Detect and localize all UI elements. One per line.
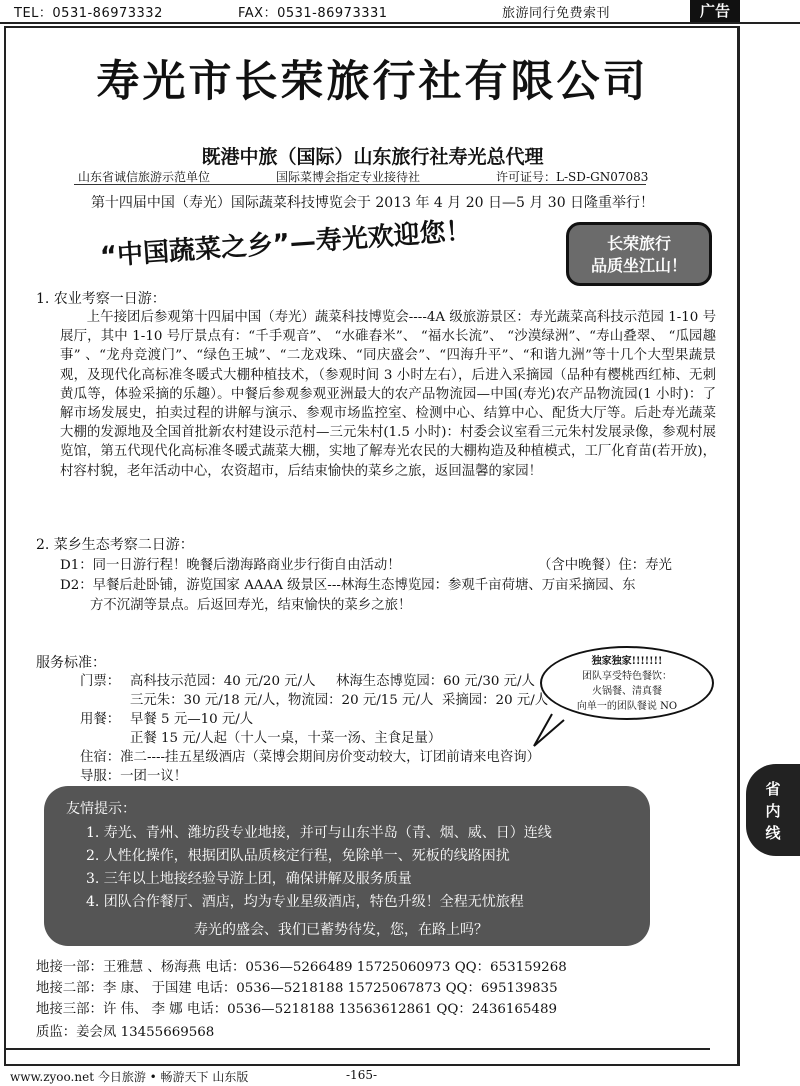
ticket-picking: 采摘园：20 元/人: [442, 693, 549, 708]
day1-description: 上午接团后参观第十四届中国（寿光）蔬菜科技博览会----4A 级旅游景区：寿光蔬菜高科技示范园 1-10 号展厅，其中 1-10 号厅景点有：“千手观音”、 “水碓舂米”、 “福水长流”、 “沙漠绿洲”、“寿山叠翠、 “瓜园趣事” 、“龙舟竞渡门”、“绿色王城”、“二龙戏珠、“同庆盛会”、“四海升平”、“和谐九洲”等十几个大型果蔬景观，及现代化高标准冬暖式大棚种植技术，（参观时间 3 小时左右），后进入采摘园（品种有樱桃西红柿、无刺黄瓜等，体验采摘的乐趣）。中餐后参观参观亚洲最大的农产品物流园—中国(寿光)农产品物流园(1 小时)：了解市场发展史，拍卖过程的讲解与演示、参观市场监控室、检测中心、结算中心、配货大厅等。后赴寿光蔬菜大棚的发源地及全国首批新农村建设示范村—三元朱村(1.5 小时)：村委会议室看三元朱村发展录像，参观村展览馆，第五代现代化高标准冬暖式蔬菜大棚，实地了解寿光农民的大棚构造及种植模式，工厂化育苗(若开放)，村容村貌，老年活动中心，农资超市，后结束愉快的菜乡之旅，返回温馨的家园！: [60, 310, 716, 479]
tip-item: 4. 团队合作餐厅、酒店，均为专业星级酒店，特色升级！全程无忧旅程: [86, 894, 524, 910]
tips-closing: 寿光的盛会、我们已蓄势待发，您，在路上吗？: [194, 922, 488, 938]
service-title: 服务标准：: [36, 655, 106, 671]
day2-d1: D1：同一日游行程！晚餐后渤海路商业步行街自由活动！: [60, 558, 401, 573]
credential-1: 山东省诚信旅游示范单位: [78, 170, 211, 184]
quality-badge: [566, 222, 712, 286]
meal-breakfast: 早餐 5 元—10 元/人: [130, 712, 254, 727]
bubble-line-3: 火锅餐、清真餐: [592, 686, 662, 697]
day2-d2-line1: D2：早餐后赴卧铺，游览国家 AAAA 级景区---林海生态博览园：参观千亩荷塘、万亩采摘园、东: [60, 578, 636, 593]
top-bar: [0, 0, 800, 24]
badge-line-2: 品质坐江山！: [590, 256, 687, 275]
contact-dept-1: 地接一部：王雅慧 、杨海燕 电话：0536—5266489 15725060973 QQ：653159268: [36, 960, 567, 975]
bubble-line-2: 团队享受特色餐饮：: [582, 671, 672, 682]
hotel-info: 住宿：准二----挂五星级酒店（菜博会期间房价变动较大，订团前请来电咨询）: [80, 750, 540, 765]
footer-site: www.zyoo.net 今日旅游 • 畅游天下 山东版: [10, 1070, 249, 1084]
tips-title: 友情提示：: [66, 801, 136, 817]
side-tab-char: 内: [765, 802, 781, 820]
ticket-hightech: 高科技示范园：40 元/20 元/人: [130, 674, 316, 689]
contact-dept-3: 地接三部：许 伟、 李 娜 电话：0536—5218188 13563612861 QQ：2436165489: [36, 1002, 557, 1017]
side-tab-char: 线: [765, 824, 781, 842]
bottom-rule: [4, 1048, 710, 1050]
side-tab-char: 省: [765, 780, 781, 798]
tel-text: TEL：0531-86973332: [14, 6, 163, 21]
bubble-line-1: 独家独家!!!!!!!: [591, 656, 663, 667]
expo-announcement: 第十四届中国（寿光）国际蔬菜科技博览会于 2013 年 4 月 20 日—5 月 30 日隆重举行！: [90, 195, 655, 211]
agency-subtitle: 既港中旅（国际）山东旅行社寿光总代理: [201, 146, 544, 168]
day2-title: 2. 菜乡生态考察二日游：: [36, 537, 194, 553]
day2-d1-meals: （含中晚餐）住：寿光: [538, 558, 672, 573]
tip-item: 1. 寿光、青州、潍坊段专业地接，并可与山东半岛（青、烟、威、日）连线: [86, 825, 552, 841]
slogan: “中国蔬菜之乡”—寿光欢迎您！: [99, 216, 473, 272]
ticket-forest: 林海生态博览园：60 元/30 元/人: [336, 674, 535, 689]
license-number: 许可证号：L-SD-GN07083: [496, 170, 649, 184]
badge-line-1: 长荣旅行: [606, 234, 671, 253]
special-meal-bubble: [540, 646, 714, 720]
tip-item: 2. 人性化操作，根据团队品质核定行程，免除单一、死板的线路困扰: [86, 848, 510, 864]
day1-title: 1. 农业考察一日游：: [36, 291, 166, 307]
bubble-tail-icon: [530, 712, 570, 752]
company-title: 寿光市长荣旅行社有限公司: [96, 57, 649, 107]
meal-main: 正餐 15 元/人起（十人一桌，十菜一汤、主食足量）: [130, 731, 442, 746]
ticket-sanyuanzhu: 三元朱：30 元/18 元/人，: [130, 693, 289, 708]
bubble-line-4: 向单一的团队餐说 NO: [576, 701, 678, 712]
tips-panel: [44, 786, 650, 946]
page-number: -165-: [346, 1068, 378, 1082]
province-route-tab: [746, 764, 800, 856]
ticket-label: 门票：: [80, 674, 121, 689]
guide-info: 导服：一团一议！: [80, 769, 188, 784]
ticket-logistics: 物流园：20 元/15 元/人: [288, 693, 434, 708]
contact-dept-2: 地接二部：李 康、 于国建 电话：0536—5218188 15725067873 QQ：695139835: [36, 981, 558, 996]
tip-item: 3. 三年以上地接经验导游上团，确保讲解及服务质量: [86, 871, 412, 887]
quality-supervisor: 质监：姜会凤 13455669568: [36, 1025, 215, 1040]
day2-d2-line2: 方不沉湖等景点。后返回寿光，结束愉快的菜乡之旅！: [90, 598, 412, 613]
tagline-text: 旅游同行免费索刊: [502, 6, 611, 21]
credential-2: 国际菜博会指定专业接待社: [276, 170, 421, 184]
meal-label: 用餐：: [80, 712, 121, 727]
credential-underline: [74, 184, 646, 185]
fax-text: FAX：0531-86973331: [238, 6, 388, 21]
ad-tag: 广告: [690, 0, 740, 22]
